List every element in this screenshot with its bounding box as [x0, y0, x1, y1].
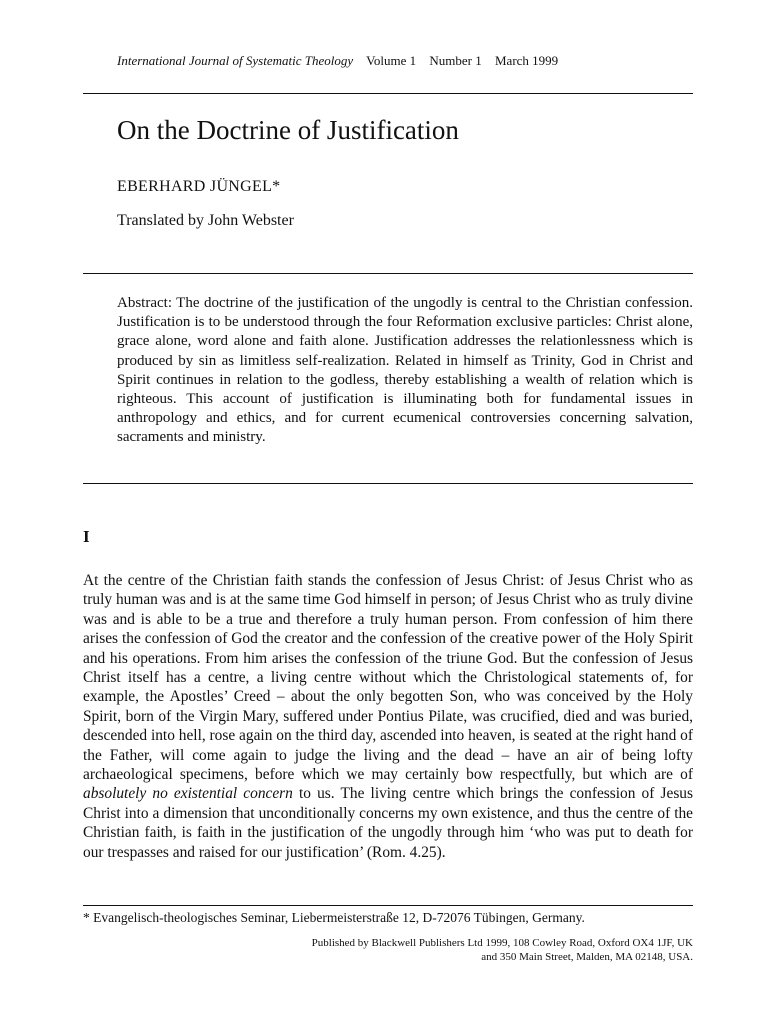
issue-date: March 1999: [494, 53, 559, 68]
paragraph-text-continued: to us. The living centre which brings the confession of Jesus Christ into a dimension that unconditionally concerns my own existence, and thus the centre of the Christian faith, is faith in the justification of the ungodly through him ‘who was put to death for our trespasses and raised for our justification’ (Rom. 4.25).: [83, 785, 693, 861]
running-head: [117, 53, 558, 69]
paragraph-text: At the centre of the Christian faith stands the confession of Jesus Christ: of Jesus Christ who as truly human was and is at the same time God himself in person; of Jesus Christ who as truly divine was and is able to be a true and therefore a truly human person. From confession of him there arises the confession of God the creator and the confession of the creative power of the Holy Spirit and his operations. From him arises the confession of the triune God. But the confession of Jesus Christ itself has a centre, a living centre without which the Christological statements of, for example, the Apostles’ Creed – about the only begotten Son, who was conceived by the Holy Spirit, born of the Virgin Mary, suffered under Pontius Pilate, was crucified, died and was buried, descended into hell, rose again on the third day, ascended into heaven, is seated at the right hand of the Father, will come again to judge the living and the dead – have an air of being lofty archaeological specimens, before which we may certainly bow respectfully, but which are of: [83, 572, 693, 784]
article-title: On the Doctrine of Justification: [117, 115, 459, 145]
footnote-rule: [83, 905, 693, 906]
abstract-top-rule: [83, 273, 693, 274]
article-author: EBERHARD JÜNGEL*: [117, 178, 281, 195]
footnote: * Evangelisch-theologisches Seminar, Liebermeisterstraße 12, D-72076 Tübingen, Germany.: [83, 910, 585, 925]
volume: Volume 1: [366, 53, 417, 68]
section-heading: I: [83, 527, 90, 546]
body-paragraph: [83, 571, 693, 862]
publisher-line-1: Published by Blackwell Publishers Ltd 1999, 108 Cowley Road, Oxford OX4 1JF, UK: [311, 937, 693, 949]
issue-number: Number 1: [429, 53, 482, 68]
article-translator: Translated by John Webster: [117, 212, 294, 229]
abstract: Abstract: The doctrine of the justification of the ungodly is central to the Christian confession. Justification is to be understood through the four Reformation exclusive particles: Christ alone, grace alone, word alone and faith alone. Justification addresses the relationlessness which is produced by sin as limitless self-realization. Related in himself as Trinity, God in Christ and Spirit continues in relation to the godless, thereby establishing a wealth of relation which is righteous. This account of justification is illuminating both for fundamental issues in anthropology and ethics, and for current ecumenical controversies concerning salvation, sacraments and ministry.: [117, 295, 693, 446]
emphasis-text: absolutely no existential concern: [83, 785, 293, 803]
journal-name: International Journal of Systematic Theology: [117, 53, 354, 68]
abstract-bottom-rule: [83, 483, 693, 484]
publisher-info: [312, 937, 693, 964]
header-rule: [83, 93, 693, 94]
publisher-line-2: and 350 Main Street, Malden, MA 02148, USA.: [481, 950, 693, 963]
